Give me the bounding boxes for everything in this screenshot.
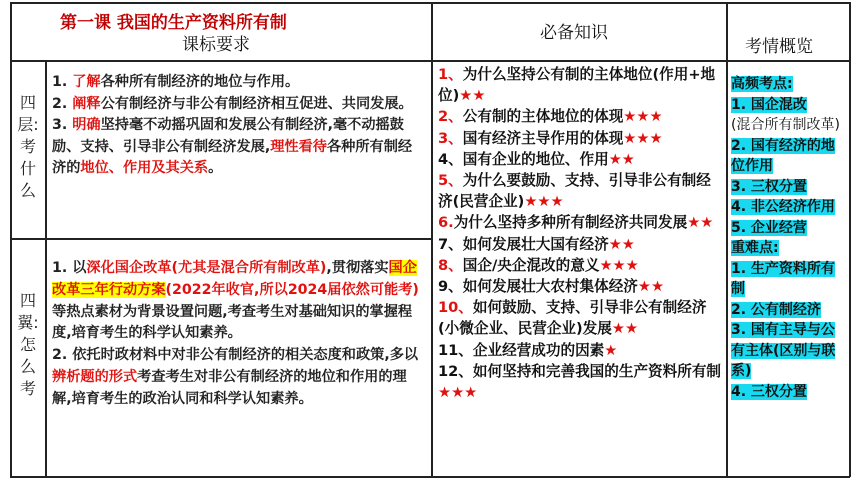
requirements-cell-top	[52, 72, 422, 180]
knowledge-item: 10、如何鼓励、支持、引导非公有制经济(小微企业、民营企业)发展★★	[438, 299, 707, 338]
table-border-top	[10, 2, 850, 4]
knowledge-item: 6.为什么坚持多种所有制经济共同发展★★	[438, 214, 714, 232]
knowledge-item: 11、企业经营成功的因素★	[438, 341, 618, 359]
row-divider	[10, 238, 432, 240]
high-frequency-label: 高频考点:	[731, 76, 793, 92]
header-divider	[10, 60, 850, 62]
requirements-cell-bottom	[52, 258, 422, 411]
exam-approach-2: 2. 依托时政材料中对非公有制经济的相关态度和政策,多以辨析题的形式考查考生对非公有制经济的地位和作用的理解,培育考生的政治认同和科学认知素养。	[52, 347, 419, 407]
knowledge-item: 3、国有经济主导作用的体现★★★	[438, 129, 663, 147]
knowledge-item: 2、公有制的主体地位的体现★★★	[438, 108, 663, 126]
knowledge-list	[438, 64, 723, 403]
exam-approach-1: 1. 以深化国企改革(尤其是混合所有制改革),贯彻落实国企改革三年行动方案(2022年收官,所以2024届依然可能考)等热点素材为背景设置问题,考查考生对基础知识的掌握程度,培育考生的科学认知素养。	[52, 260, 419, 342]
req-item-3: 3. 明确坚持毫不动摇巩固和发展公有制经济,毫不动摇鼓励、支持、引导非公有制经济发展,理性看待各种所有制经济的地位、作用及其关系。	[52, 117, 413, 176]
knowledge-item: 8、国企/央企混改的意义★★★	[438, 256, 639, 274]
col-header-knowledge: 必备知识	[540, 23, 608, 43]
knowledge-item: 7、如何发展壮大国有经济★★	[438, 235, 635, 253]
key-difficulty-label: 重难点:	[731, 240, 779, 256]
col-header-overview: 考情概览	[745, 37, 813, 57]
col-divider-1	[45, 60, 47, 477]
knowledge-item: 9、如何发展壮大农村集体经济★★	[438, 278, 665, 296]
knowledge-item: 12、如何坚持和完善我国的生产资料所有制★★★	[438, 362, 722, 402]
table-border-right	[849, 2, 851, 477]
col-header-requirements: 课标要求	[182, 35, 250, 55]
col-divider-2	[431, 2, 433, 477]
knowledge-item: 4、国有企业的地位、作用★★	[438, 150, 635, 168]
lesson-title: 第一课 我国的生产资料所有制	[60, 13, 287, 33]
req-item-1: 1. 了解各种所有制经济的地位与作用。	[52, 74, 300, 90]
side-label-top: 四 层: 考 什 么	[17, 93, 39, 200]
knowledge-item: 1、为什么坚持公有制的主体地位(作用+地位)★★	[438, 66, 716, 105]
knowledge-item: 5、为什么要鼓励、支持、引导非公有制经济(民营企业)★★★	[438, 172, 711, 211]
req-item-2: 2. 阐释公有制经济与非公有制经济相互促进、共同发展。	[52, 95, 413, 112]
exam-overview: 高频考点: 1. 国企混改 (混合所有制改革) 2. 国有经济的地位作用 3. 三权分置 4. 非公经济作用 5. 企业经营 重难点: 1. 生产资料所有制 2. 公有制经济 3. 国有主导与公有主体(区别与联系) 4. 三权分置	[731, 76, 840, 400]
col-divider-3	[726, 2, 728, 477]
table-border-bottom	[10, 476, 850, 478]
side-label-bottom: 四 翼: 怎 么 考	[17, 291, 39, 398]
table-border-left	[10, 2, 12, 477]
